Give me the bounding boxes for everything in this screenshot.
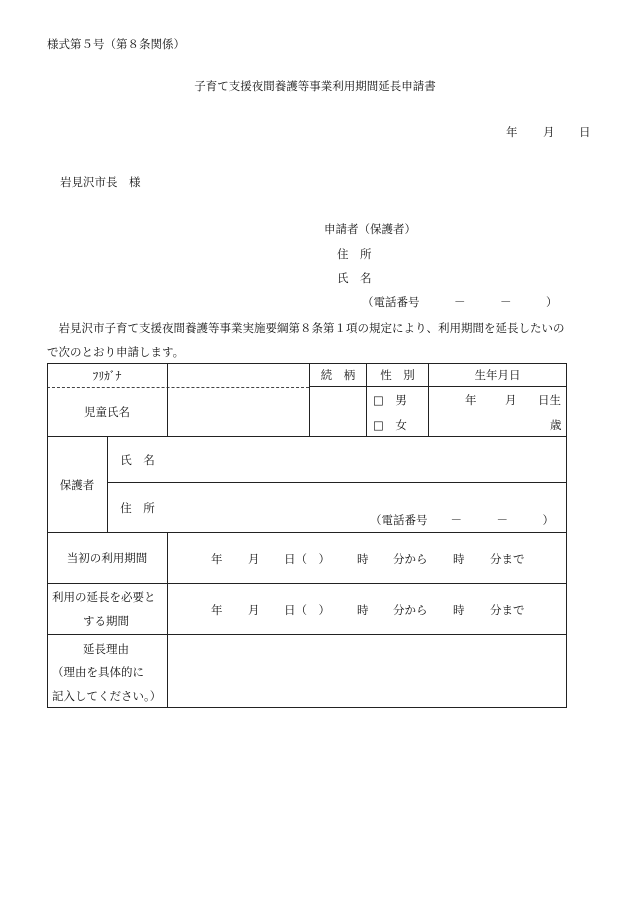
ext-month: 月 [248, 603, 260, 617]
female-checkbox[interactable]: □ 女 [373, 418, 407, 432]
initial-month: 月 [248, 552, 260, 566]
document-title: 子育て支援夜間養護等事業利用期間延長申請書 [194, 79, 436, 93]
child-name-label: 児童氏名 [84, 405, 130, 419]
applicant-address-label: 住 所 [337, 247, 372, 261]
applicant-phone: （電話番号 － － ） [362, 295, 558, 309]
extension-period-label-line1: 利用の延長を必要と [52, 590, 156, 604]
birth-day-label: 日生 [538, 393, 561, 407]
initial-year: 年 [211, 552, 223, 566]
ext-day: 日（ ） [284, 603, 330, 617]
date-day-label: 日 [579, 125, 591, 139]
birthdate-header: 生年月日 [474, 368, 521, 382]
relationship-header: 続 柄 [320, 368, 356, 382]
male-checkbox[interactable]: □ 男 [373, 393, 407, 407]
addressee: 岩見沢市長 様 [60, 175, 141, 189]
reason-field[interactable] [168, 635, 566, 707]
ext-hour2: 時 [453, 603, 465, 617]
intro-text-line1: 岩見沢市子育て支援夜間養護等事業実施要綱第８条第１項の規定により、利用期間を延長したいの [47, 321, 565, 335]
child-name-field[interactable] [168, 388, 309, 436]
reason-label-line2: （理由を具体的に [52, 665, 144, 679]
guardian-address-label: 住 所 [120, 500, 155, 515]
applicant-heading: 申請者（保護者） [324, 222, 416, 236]
initial-min-to: 分まで [490, 552, 525, 566]
furigana-label: ﾌﾘｶﾞﾅ [92, 368, 122, 383]
ext-hour: 時 [357, 603, 369, 617]
gender-header: 性 別 [380, 368, 415, 382]
ext-min-from: 分から [393, 603, 428, 617]
initial-min-from: 分から [393, 552, 428, 566]
initial-day: 日（ ） [284, 552, 330, 566]
intro-text-line2: で次のとおり申請します。 [47, 345, 185, 359]
form-number: 様式第５号（第８条関係） [47, 37, 185, 51]
birth-month-label: 月 [505, 393, 517, 407]
date-year-label: 年 [506, 125, 518, 139]
furigana-field[interactable] [168, 364, 309, 387]
extension-period-label-line2: する期間 [83, 614, 129, 628]
ext-min-to: 分まで [490, 603, 525, 617]
initial-hour2: 時 [453, 552, 465, 566]
initial-period-label: 当初の利用期間 [66, 551, 148, 565]
date-month-label: 月 [543, 125, 555, 139]
guardian-phone: （電話番号 － － ） [370, 513, 554, 527]
age-label: 歳 [550, 418, 562, 432]
ext-year: 年 [211, 603, 223, 617]
guardian-name-field[interactable] [168, 437, 566, 482]
birth-year-label: 年 [465, 393, 477, 407]
reason-label-line1: 延長理由 [83, 642, 129, 656]
reason-label-line3: 記入してください。） [52, 689, 162, 703]
applicant-name-label: 氏 名 [337, 271, 372, 285]
relationship-field[interactable] [310, 387, 366, 436]
guardian-label: 保護者 [59, 477, 95, 492]
guardian-name-label: 氏 名 [120, 452, 155, 467]
initial-hour: 時 [357, 552, 369, 566]
